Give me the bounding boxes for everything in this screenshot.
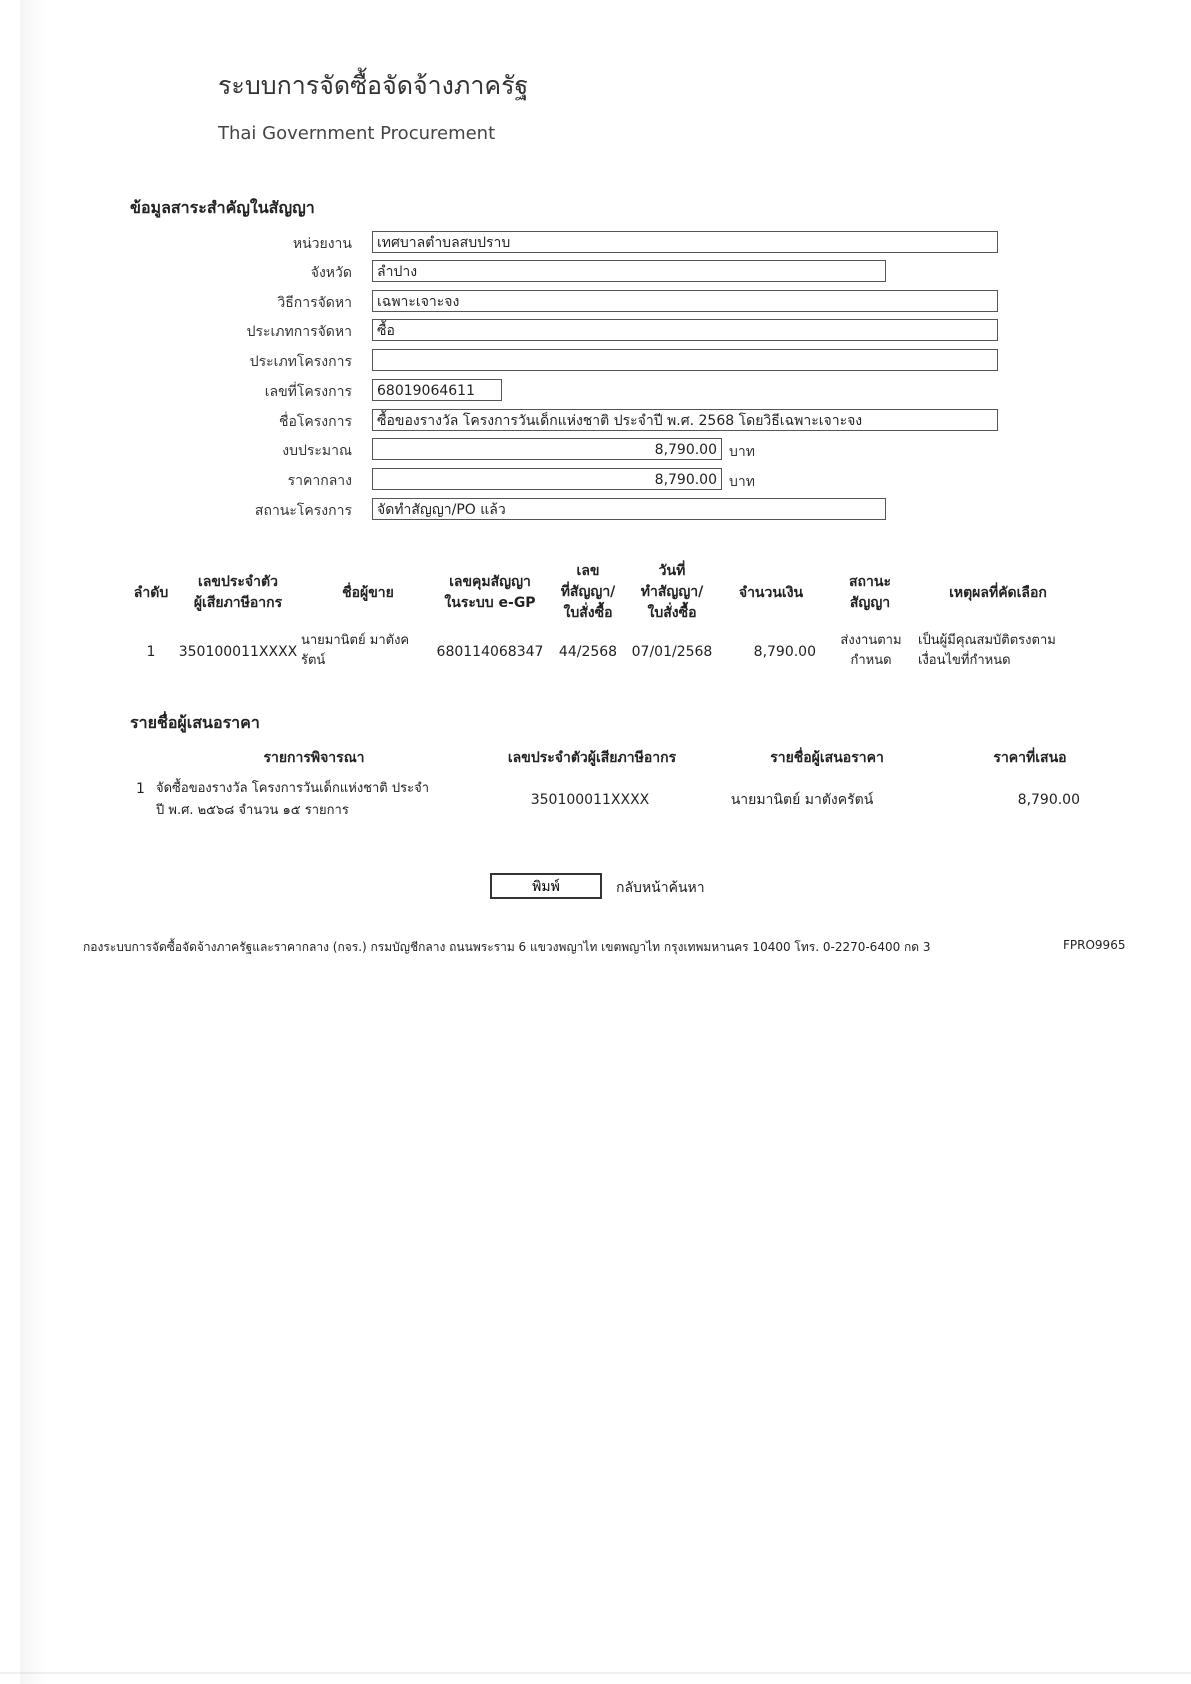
th-date-line1: วันที่ [658, 563, 686, 579]
field-reference-price: 8,790.00 [372, 468, 722, 490]
field-project-number: 68019064611 [372, 379, 502, 401]
field-method: เฉพาะเจาะจง [372, 290, 998, 312]
cell-tax-id: 350100011XXXX [178, 644, 298, 660]
contract-info-heading: ข้อมูลสาระสำคัญในสัญญา [130, 198, 315, 217]
field-agency: เทศบาลตำบลสบปราบ [372, 231, 998, 253]
th-control-line1: เลขคุมสัญญา [449, 574, 531, 590]
label-project-number: เลขที่โครงการ [264, 384, 352, 400]
th-seller: ชื่อผู้ขาย [342, 585, 394, 601]
footer-address: กองระบบการจัดซื้อจัดจ้างภาครัฐและราคากลาง (กจร.) กรมบัญชีกลาง ถนนพระราม 6 แขวงพญาไท เขตพญาไท กรุงเทพมหานคร 10400 โทร. 0-2270-6400 กด 3 [83, 940, 931, 954]
th-tax-id-line1: เลขประจำตัว [198, 574, 278, 590]
reference-price-unit: บาท [729, 474, 755, 490]
th-tax-id-line2: ผู้เสียภาษีอากร [193, 595, 283, 611]
cell-contract-no: 44/2568 [558, 644, 618, 660]
field-project-name: ซื้อของรางวัล โครงการวันเด็กแห่งชาติ ประจำปี พ.ศ. 2568 โดยวิธีเฉพาะเจาะจง [372, 409, 998, 431]
field-project-status: จัดทำสัญญา/PO แล้ว [372, 498, 886, 520]
th-bidder-name: รายชื่อผู้เสนอราคา [770, 750, 884, 766]
cell-seller-line2: รัตน์ [301, 653, 326, 668]
cell-reason-line1: เป็นผู้มีคุณสมบัติตรงตาม [918, 633, 1056, 648]
th-offered-price: ราคาที่เสนอ [993, 750, 1067, 766]
label-procurement-type: ประเภทการจัดหา [246, 324, 352, 340]
label-project-type: ประเภทโครงการ [249, 354, 352, 370]
field-budget: 8,790.00 [372, 438, 722, 460]
bidder-name: นายมานิตย์ มาตังครัตน์ [730, 792, 874, 808]
label-project-status: สถานะโครงการ [254, 503, 352, 519]
footer-code: FPRO9965 [1063, 938, 1126, 952]
page-title-english: Thai Government Procurement [218, 123, 496, 144]
bidders-heading: รายชื่อผู้เสนอราคา [130, 713, 260, 732]
bottom-edge [0, 1672, 1191, 1674]
cell-seller-line1: นายมานิตย์ มาตังค [301, 633, 410, 648]
th-bidder-tax-id: เลขประจำตัวผู้เสียภาษีอากร [507, 750, 677, 766]
th-contract-no-line2: ที่สัญญา/ [560, 584, 616, 600]
cell-no: 1 [146, 644, 156, 660]
label-budget: งบประมาณ [282, 443, 352, 459]
bidder-item-line1: จัดซื้อของรางวัล โครงการวันเด็กแห่งชาติ ประจำ [156, 781, 429, 796]
th-contract-no-line3: ใบสั่งซื้อ [563, 605, 613, 621]
cell-status-line2: กำหนด [850, 653, 892, 668]
cell-date: 07/01/2568 [631, 644, 713, 660]
th-no: ลำดับ [133, 585, 169, 601]
th-date-line2: ทำสัญญา/ [640, 584, 704, 600]
label-reference-price: ราคากลาง [287, 473, 352, 489]
bidder-row-no: 1 [136, 781, 145, 797]
cell-control-no: 680114068347 [436, 644, 544, 660]
th-date-line3: ใบสั่งซื้อ [647, 605, 697, 621]
label-agency: หน่วยงาน [292, 236, 352, 252]
budget-unit: บาท [729, 444, 755, 460]
th-amount: จำนวนเงิน [738, 585, 804, 601]
page-title-thai: ระบบการจัดซื้อจัดจ้างภาครัฐ [218, 71, 529, 100]
field-province: ลำปาง [372, 260, 886, 282]
cell-reason-line2: เงื่อนไขที่กำหนด [918, 653, 1011, 668]
bidder-price: 8,790.00 [1017, 792, 1080, 808]
bidder-tax-id: 350100011XXXX [530, 792, 650, 808]
th-contract-no-line1: เลข [576, 563, 600, 579]
print-button[interactable]: พิมพ์ [490, 873, 602, 899]
label-province: จังหวัด [310, 265, 352, 281]
th-reason: เหตุผลที่คัดเลือก [949, 585, 1047, 601]
scan-shadow [20, 0, 46, 1684]
th-item: รายการพิจารณา [263, 750, 365, 766]
label-method: วิธีการจัดหา [277, 295, 352, 311]
th-status-line2: สัญญา [849, 595, 891, 611]
bidder-item-line2: ปี พ.ศ. ๒๕๖๘ จำนวน ๑๕ รายการ [156, 803, 349, 818]
cell-status-line1: ส่งงานตาม [840, 633, 902, 648]
field-project-type [372, 349, 998, 371]
label-project-name: ชื่อโครงการ [278, 414, 352, 430]
back-to-search-link[interactable]: กลับหน้าค้นหา [616, 880, 705, 896]
cell-amount: 8,790.00 [753, 644, 816, 660]
th-status-line1: สถานะ [849, 574, 891, 590]
th-control-line2: ในระบบ e-GP [444, 595, 536, 611]
field-procurement-type: ซื้อ [372, 319, 998, 341]
